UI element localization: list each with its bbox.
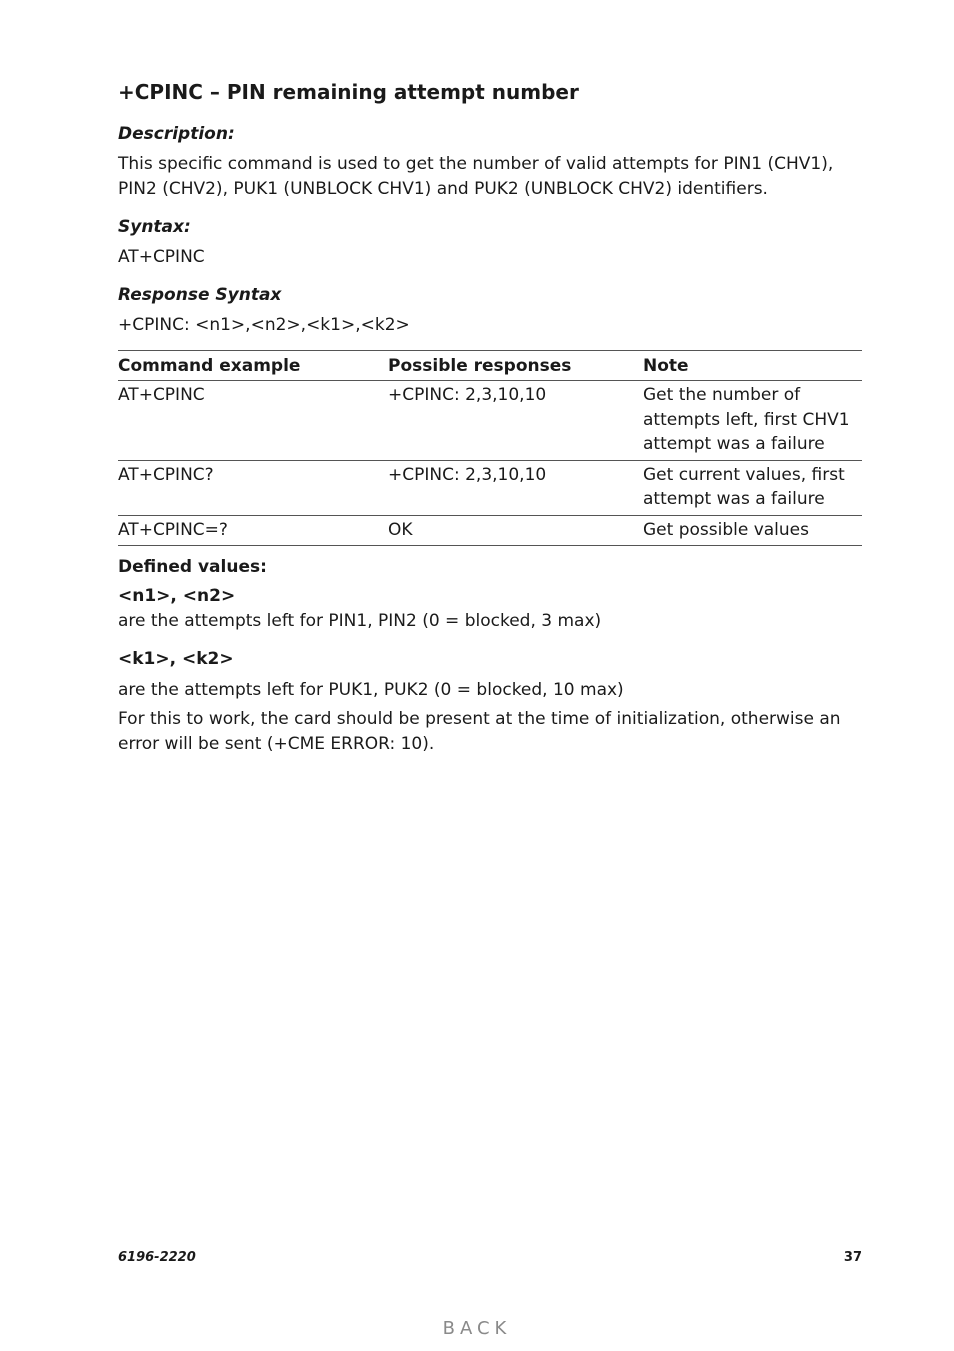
- syntax-label: Syntax:: [118, 217, 191, 237]
- n-values-label: <n1>, <n2>: [118, 586, 236, 606]
- defined-values-label: Defined values:: [118, 557, 267, 577]
- cell-note: Get the number of attempts left, first CHV1 attempt was a failure: [643, 381, 862, 461]
- doc-number: 6196-2220: [118, 1250, 196, 1265]
- table-header-row: [118, 351, 862, 381]
- table-row: [118, 515, 862, 546]
- initialization-note: For this to work, the card should be present at the time of initialization, otherwise an error will be sent (+CME ERROR: 10).: [118, 709, 841, 754]
- n-values-text: are the attempts left for PIN1, PIN2 (0 = blocked, 3 max): [118, 611, 602, 631]
- cell-command: AT+CPINC=?: [118, 515, 388, 546]
- cell-response: +CPINC: 2,3,10,10: [388, 460, 643, 515]
- description-label: Description:: [118, 124, 235, 144]
- response-syntax-label: Response Syntax: [118, 285, 282, 305]
- cell-command: AT+CPINC?: [118, 460, 388, 515]
- cell-note: Get possible values: [643, 515, 862, 546]
- cell-response: +CPINC: 2,3,10,10: [388, 381, 643, 461]
- syntax-text: AT+CPINC: [118, 247, 205, 267]
- page-number: 37: [843, 1250, 862, 1265]
- header-possible-responses: Possible responses: [388, 351, 643, 381]
- k-values-text: are the attempts left for PUK1, PUK2 (0 = blocked, 10 max): [118, 680, 624, 700]
- command-table: [118, 350, 862, 546]
- table-row: [118, 460, 862, 515]
- description-text: This specific command is used to get the number of valid attempts for PIN1 (CHV1), PIN2 (CHV2), PUK1 (UNBLOCK CHV1) and PUK2 (UNBLOCK CHV2) identifiers.: [118, 154, 834, 199]
- k-values-label: <k1>, <k2>: [118, 649, 234, 669]
- cell-command: AT+CPINC: [118, 381, 388, 461]
- cell-response: OK: [388, 515, 643, 546]
- table-row: [118, 381, 862, 461]
- header-command-example: Command example: [118, 351, 388, 381]
- page-title: +CPINC – PIN remaining attempt number: [118, 80, 579, 104]
- response-syntax-text: +CPINC: <n1>,<n2>,<k1>,<k2>: [118, 315, 410, 335]
- back-link[interactable]: BACK: [442, 1318, 512, 1339]
- header-note: Note: [643, 351, 862, 381]
- cell-note: Get current values, first attempt was a failure: [643, 460, 862, 515]
